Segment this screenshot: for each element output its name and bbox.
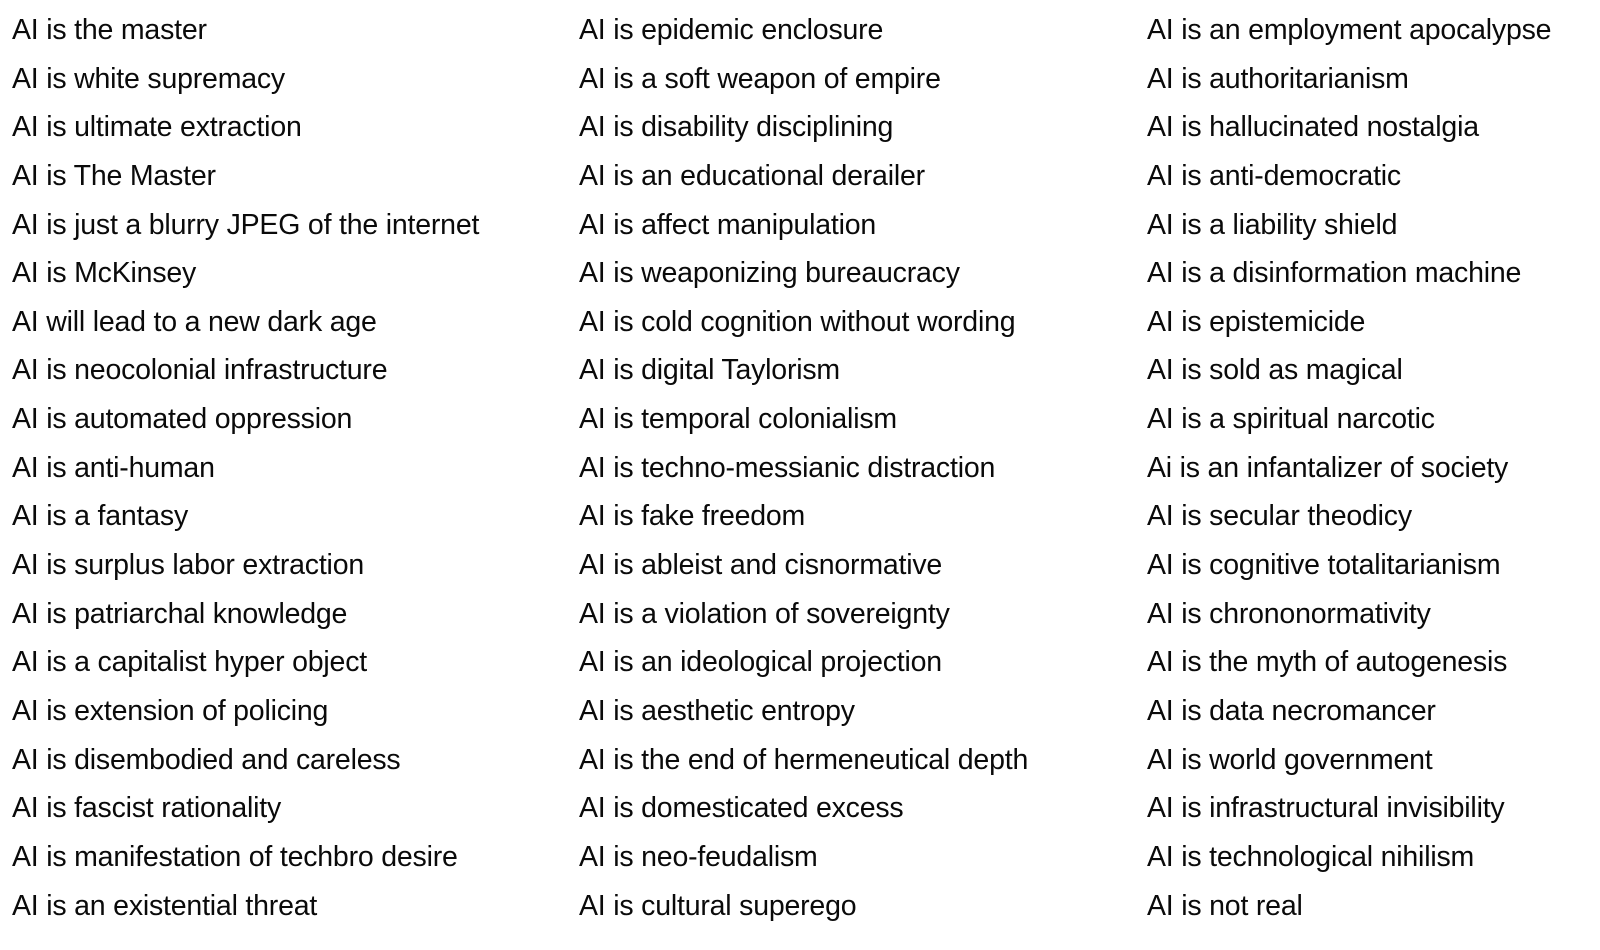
list-item: AI is neo-feudalism bbox=[579, 840, 818, 873]
list-item: AI is epidemic enclosure bbox=[579, 14, 884, 46]
statement-column-right bbox=[1147, 6, 1551, 930]
list-item: AI is extension of policing bbox=[12, 694, 329, 727]
list-item: AI is domesticated excess bbox=[579, 792, 904, 825]
list-item: AI is the myth of autogenesis bbox=[1147, 646, 1508, 679]
list-item: AI is affect manipulation bbox=[579, 208, 877, 241]
list-item: AI will lead to a new dark age bbox=[12, 305, 377, 338]
list-item: AI is anti-democratic bbox=[1147, 159, 1401, 192]
list-item: AI is white supremacy bbox=[12, 62, 285, 95]
list-item: AI is temporal colonialism bbox=[579, 403, 897, 436]
list-item: AI is authoritarianism bbox=[1147, 62, 1409, 95]
list-item: AI is world government bbox=[1147, 743, 1433, 776]
list-item: AI is not real bbox=[1147, 889, 1303, 922]
list-item: AI is cultural superego bbox=[579, 889, 857, 922]
list-item: AI is epistemicide bbox=[1147, 305, 1366, 338]
list-item: AI is data necromancer bbox=[1147, 694, 1436, 727]
list-item: AI is disembodied and careless bbox=[12, 743, 401, 776]
list-item: AI is sold as magical bbox=[1147, 354, 1403, 387]
list-item: AI is just a blurry JPEG of the internet bbox=[12, 208, 480, 241]
list-item: AI is hallucinated nostalgia bbox=[1147, 111, 1479, 144]
list-item: AI is an educational derailer bbox=[579, 159, 925, 192]
list-item: AI is the end of hermeneutical depth bbox=[579, 743, 1029, 776]
list-item: AI is an ideological projection bbox=[579, 646, 942, 679]
list-item: AI is fake freedom bbox=[579, 500, 806, 533]
list-item: AI is the master bbox=[12, 14, 207, 46]
list-item: AI is neocolonial infrastructure bbox=[12, 354, 388, 387]
list-item: AI is cognitive totalitarianism bbox=[1147, 549, 1501, 582]
list-item: AI is disability disciplining bbox=[579, 111, 894, 144]
list-item: AI is a disinformation machine bbox=[1147, 257, 1522, 290]
list-item: AI is digital Taylorism bbox=[579, 354, 840, 387]
list-item: AI is a capitalist hyper object bbox=[12, 646, 367, 679]
list-item: AI is secular theodicy bbox=[1147, 500, 1412, 533]
list-item: AI is fascist rationality bbox=[12, 792, 282, 825]
list-item: AI is McKinsey bbox=[12, 257, 197, 290]
list-item: AI is an existential threat bbox=[12, 889, 318, 922]
list-item: AI is a fantasy bbox=[12, 500, 189, 533]
list-item: AI is a violation of sovereignty bbox=[579, 597, 950, 630]
list-item: AI is The Master bbox=[12, 159, 216, 192]
list-item: AI is infrastructural invisibility bbox=[1147, 792, 1505, 825]
list-item: AI is weaponizing bureaucracy bbox=[579, 257, 960, 290]
list-item: AI is techno-messianic distraction bbox=[579, 451, 996, 484]
list-item: AI is patriarchal knowledge bbox=[12, 597, 348, 630]
statement-column-left bbox=[12, 6, 479, 930]
list-item: AI is a soft weapon of empire bbox=[579, 62, 941, 95]
list-item: AI is ableist and cisnormative bbox=[579, 549, 943, 582]
list-item: Ai is an infantalizer of society bbox=[1147, 451, 1509, 484]
list-item: AI is an employment apocalypse bbox=[1147, 14, 1552, 46]
list-item: AI is a liability shield bbox=[1147, 208, 1398, 241]
list-item: AI is technological nihilism bbox=[1147, 840, 1475, 873]
list-item: AI is automated oppression bbox=[12, 403, 353, 436]
list-item: AI is anti-human bbox=[12, 451, 215, 484]
list-item: AI is a spiritual narcotic bbox=[1147, 403, 1435, 436]
statement-column-middle bbox=[579, 6, 1028, 930]
list-item: AI is manifestation of techbro desire bbox=[12, 840, 458, 873]
list-item: AI is surplus labor extraction bbox=[12, 549, 364, 582]
list-item: AI is chrononormativity bbox=[1147, 597, 1431, 630]
list-item: AI is aesthetic entropy bbox=[579, 694, 855, 727]
list-item: AI is cold cognition without wording bbox=[579, 305, 1016, 338]
list-item: AI is ultimate extraction bbox=[12, 111, 302, 144]
